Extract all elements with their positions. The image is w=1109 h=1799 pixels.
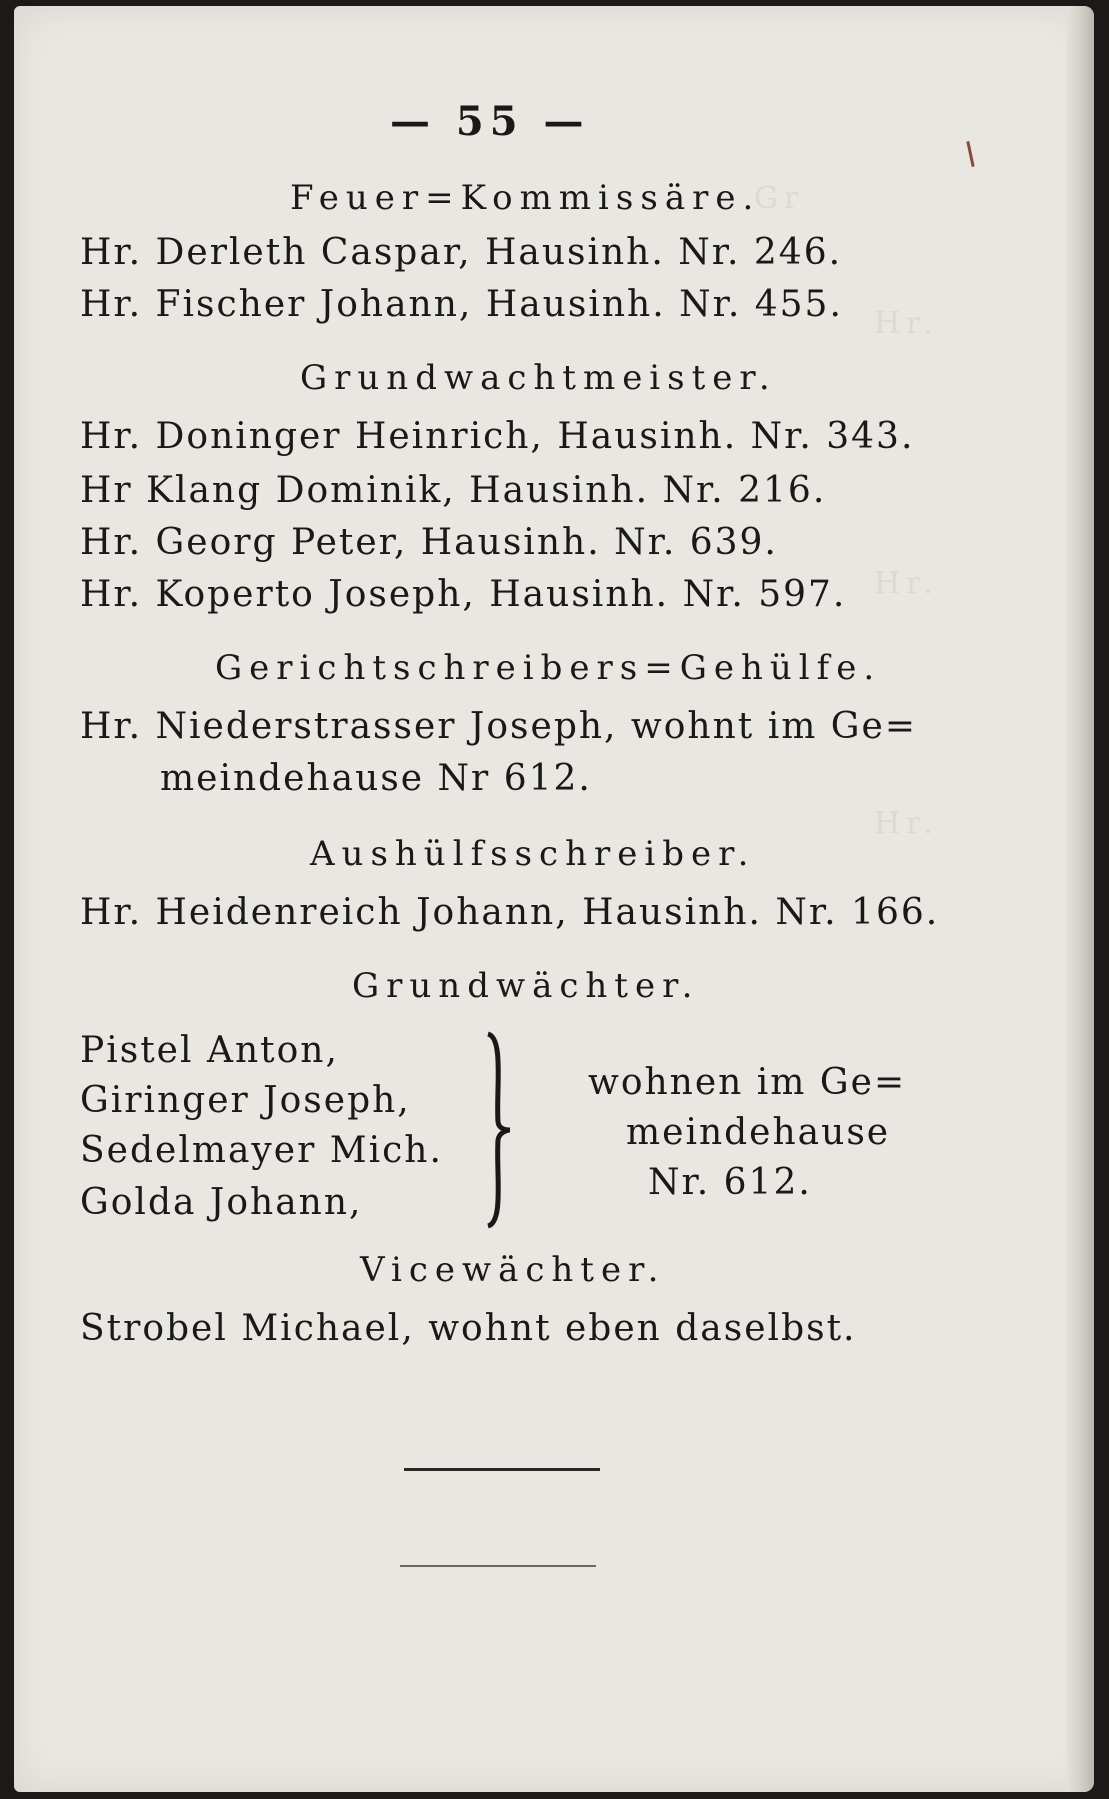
show-through-text: Hr. [874,806,939,841]
show-through-text: Hr. [874,306,939,341]
entry-line: Hr. Derleth Caspar, Hausinh. Nr. 246. [80,232,843,273]
show-through-text: Hr. [874,566,939,601]
section-heading-feuer: Feuer=Kommissäre. [290,178,761,218]
section-heading-grundwachtmeister: Grundwachtmeister. [300,358,777,398]
entry-line: Hr. Heidenreich Johann, Hausinh. Nr. 166. [80,892,940,933]
show-through-text: Gr [754,181,805,216]
entry-line: Hr. Doninger Heinrich, Hausinh. Nr. 343. [80,416,915,457]
name-line: Golda Johann, [80,1182,363,1223]
section-heading-grundwaechter: Grundwächter. [352,966,700,1006]
section-heading-vicewaechter: Vicewächter. [360,1250,666,1290]
entry-line: Hr. Niederstrasser Joseph, wohnt im Ge= [80,706,918,747]
section-heading-aushuelfsschreiber: Aushülfsschreiber. [310,834,756,874]
entry-line: Hr Klang Dominik, Hausinh. Nr. 216. [80,470,827,511]
entry-line: Hr. Koperto Joseph, Hausinh. Nr. 597. [80,574,847,615]
note-line: wohnen im Ge= [588,1062,907,1103]
section-heading-gerichtschreiber: Gerichtschreibers=Gehülfe. [215,648,882,688]
name-line: Giringer Joseph, [80,1080,411,1121]
ink-mark [966,141,974,167]
closing-rule-faint [400,1565,596,1567]
entry-line: Strobel Michael, wohnt eben daselbst. [80,1308,857,1349]
name-line: Sedelmayer Mich. [80,1130,443,1171]
entry-line: Hr. Fischer Johann, Hausinh. Nr. 455. [80,284,843,325]
page-edge [1066,6,1094,1792]
closing-rule [404,1468,600,1471]
entry-line: Hr. Georg Peter, Hausinh. Nr. 639. [80,522,778,563]
note-line: Nr. 612. [648,1162,812,1203]
curly-brace [482,1030,512,1230]
note-line: meindehause [626,1112,891,1153]
entry-line-continued: meindehause Nr 612. [160,758,592,799]
name-line: Pistel Anton, [80,1030,339,1071]
page-number: — 55 — [390,98,590,145]
